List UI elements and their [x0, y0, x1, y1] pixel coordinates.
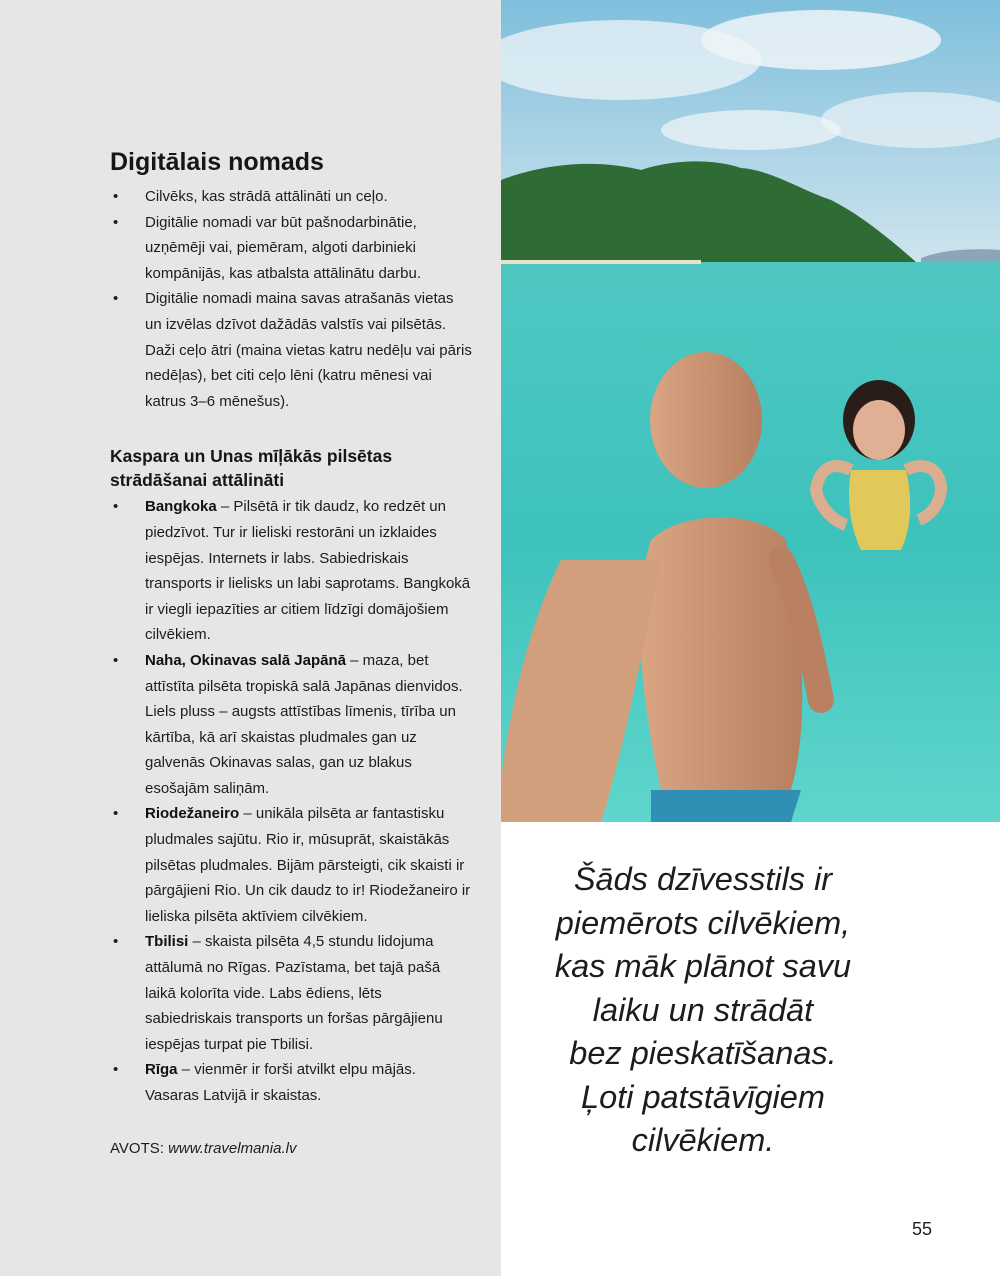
cities-subtitle: Kaspara un Unas mīļākās pilsētas strādāšanai attālināti: [110, 446, 393, 491]
city-item: [110, 1057, 472, 1108]
city-name: Tbilisi: [145, 933, 189, 951]
quote-line: Šāds dzīvesstils ir: [573, 861, 833, 897]
city-description: – vienmēr ir forši atvilkt elpu mājās. Vasaras Latvijā ir skaistas.: [145, 1061, 416, 1104]
page-number: 55: [912, 1219, 933, 1239]
quote-line: Ļoti patstāvīgiem: [581, 1078, 825, 1115]
city-name: Bangkoka: [145, 498, 217, 516]
beach-selfie-photo: [501, 0, 1000, 822]
intro-item: • Digitālie nomadi var būt pašnodarbinātie, uzņēmēji vai, piemēram, algoti darbinieki kompānijās, kas atbalsta attālinātu darbu.: [110, 210, 472, 287]
quote-line: cilvēkiem.: [631, 1122, 775, 1158]
quote-line: laiku un strādāt: [592, 991, 814, 1028]
city-item: [110, 801, 472, 929]
city-item: [110, 648, 472, 802]
article-title: Digitālais nomads: [110, 148, 324, 176]
city-description: – maza, bet attīstīta pilsēta tropiskā salā Japānas dienvidos. Liels pluss – augsts attīstības līmenis, tīrība un kārtība, kā arī skaistas pludmales gan uz galvenās Okinavas salas, gan uz blakus esošajām saliņām.: [145, 651, 463, 797]
intro-list: [110, 184, 472, 414]
quote-line: bez pieskatīšanas.: [569, 1035, 837, 1071]
source-credit: [110, 1138, 472, 1160]
source-label: AVOTS:: [110, 1139, 169, 1157]
city-description: – Pilsētā ir tik daudz, ko redzēt un piedzīvot. Tur ir lieliski restorāni un izklaides iespējas. Internets ir labs. Sabiedriskais transports ir lielisks un labi saprotams. Bangkokā ir viegli iepazīties ar citiem līdzīgi domājošiem cilvēkiem.: [145, 498, 471, 644]
intro-item: • Digitālie nomadi maina savas atrašanās vietas un izvēlas dzīvot dažādās valstīs vai pilsētās. Daži ceļo ātri (maina vietas katru nedēļu vai pāris nedēļas), bet citi ceļo lēni (katru mēnesi vai katrus 3–6 mēnešus).: [110, 286, 472, 414]
intro-item: • Cilvēks, kas strādā attālināti un ceļo.: [110, 184, 472, 210]
quote-line: piemērots cilvēkiem,: [555, 904, 851, 941]
cities-list: [110, 494, 472, 1108]
city-name: Rīga: [145, 1061, 178, 1079]
pull-quote: [510, 858, 896, 1163]
quote-line: kas māk plānot savu: [554, 948, 852, 984]
city-description: – unikāla pilsēta ar fantastisku pludmales sajūtu. Rio ir, mūsuprāt, skaistākās pilsētas pludmales. Bijām pārsteigti, cik skaisti ir pārgājieni Rio. Un cik daudz to ir! Riodežaneiro ir lieliska pilsēta aktīviem cilvēkiem.: [145, 805, 471, 925]
city-item: [110, 494, 472, 648]
city-description: – skaista pilsēta 4,5 stundu lidojuma attālumā no Rīgas. Pazīstama, bet tajā pašā laikā kolorīta vide. Labs ēdiens, lēts sabiedriskais transports un foršas pārgājienu iespējas turpat pie Tbilisi.: [145, 933, 443, 1053]
city-name: Riodežaneiro: [145, 805, 240, 823]
city-name: Naha, Okinavas salā Japānā: [145, 651, 346, 669]
article-content: [110, 146, 472, 1160]
source-link[interactable]: www.travelmania.lv: [168, 1139, 297, 1157]
city-item: [110, 929, 472, 1057]
